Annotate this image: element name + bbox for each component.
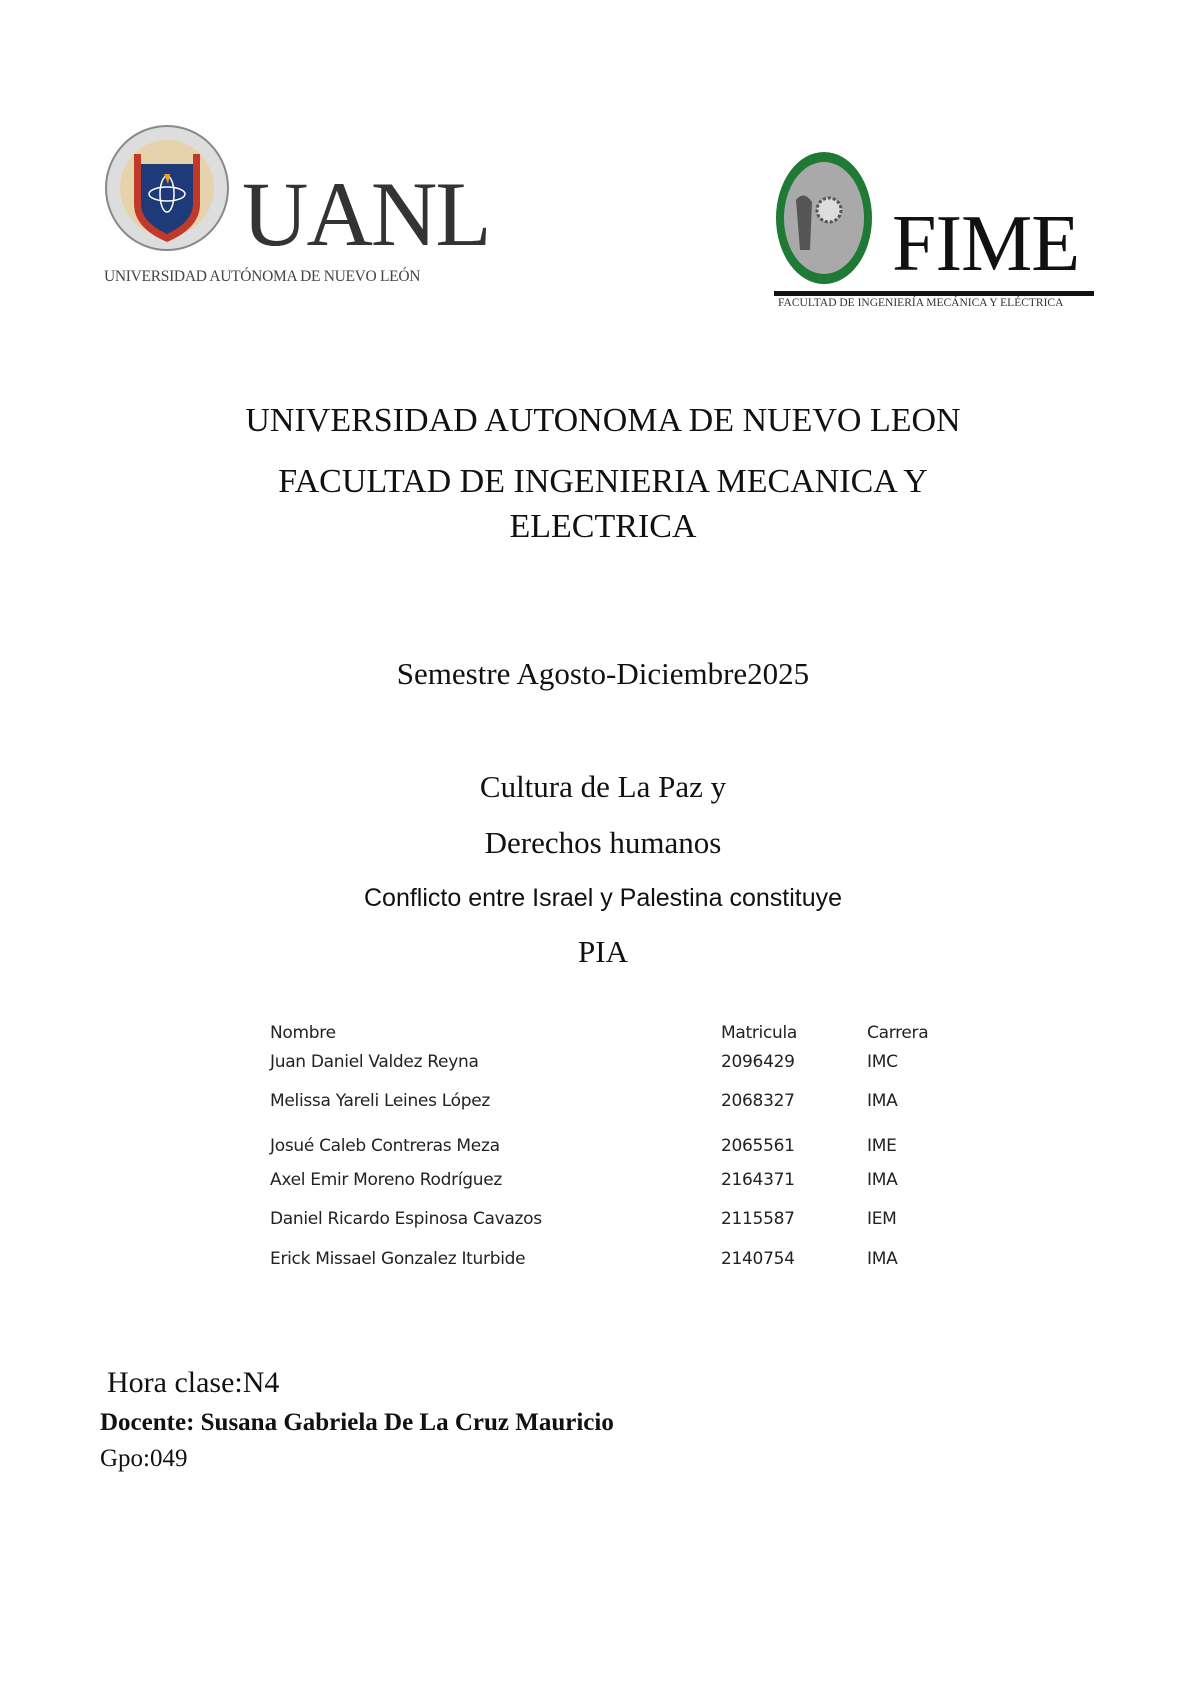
- uanl-logo: [100, 122, 490, 292]
- header-nombre: Nombre: [270, 1023, 336, 1043]
- fime-rule: [774, 291, 1094, 296]
- student-name: Daniel Ricardo Espinosa Cavazos: [270, 1209, 542, 1229]
- student-matricula: 2065561: [721, 1136, 795, 1156]
- uanl-subtitle: UNIVERSIDAD AUTÓNOMA DE NUEVO LEÓN: [104, 268, 421, 285]
- faculty-title-line2: ELECTRICA: [509, 508, 697, 545]
- student-carrera: IME: [867, 1136, 897, 1156]
- semester: Semestre Agosto-Diciembre2025: [396, 656, 810, 691]
- student-matricula: 2164371: [721, 1170, 795, 1190]
- student-matricula: 2096429: [721, 1052, 795, 1072]
- faculty-title-line1: FACULTAD DE INGENIERIA MECANICA Y: [278, 463, 928, 500]
- student-matricula: 2115587: [721, 1209, 795, 1229]
- uanl-wordmark: UANL: [242, 163, 490, 265]
- student-matricula: 2140754: [721, 1249, 795, 1269]
- student-matricula: 2068327: [721, 1091, 795, 1111]
- student-carrera: IMA: [867, 1091, 898, 1111]
- topic: Conflicto entre Israel y Palestina constituye: [363, 884, 842, 912]
- header-carrera: Carrera: [867, 1023, 929, 1043]
- university-title: UNIVERSIDAD AUTONOMA DE NUEVO LEON: [245, 402, 961, 439]
- student-name: Melissa Yareli Leines López: [270, 1091, 490, 1111]
- group: Gpo:049: [100, 1445, 188, 1472]
- student-carrera: IMC: [867, 1052, 898, 1072]
- course-line2: Derechos humanos: [484, 825, 722, 860]
- fime-wordmark: FIME: [892, 200, 1080, 288]
- student-carrera: IMA: [867, 1249, 898, 1269]
- class-hour: Hora clase:N4: [107, 1366, 280, 1399]
- student-name: Josué Caleb Contreras Meza: [270, 1136, 500, 1156]
- header-matricula: Matricula: [721, 1023, 798, 1043]
- student-carrera: IEM: [867, 1209, 897, 1229]
- student-name: Juan Daniel Valdez Reyna: [270, 1052, 479, 1072]
- fime-seal-icon: [774, 150, 874, 286]
- teacher: Docente: Susana Gabriela De La Cruz Mauricio: [100, 1409, 614, 1436]
- fime-subtitle: FACULTAD DE INGENIERÍA MECÁNICA Y ELÉCTRICA: [778, 297, 1064, 309]
- uanl-seal-icon: [104, 124, 230, 252]
- student-carrera: IMA: [867, 1170, 898, 1190]
- student-name: Axel Emir Moreno Rodríguez: [270, 1170, 502, 1190]
- fime-logo: [770, 148, 1100, 313]
- course-line1: Cultura de La Paz y: [479, 769, 727, 804]
- deliverable: PIA: [578, 934, 628, 969]
- student-name: Erick Missael Gonzalez Iturbide: [270, 1249, 526, 1269]
